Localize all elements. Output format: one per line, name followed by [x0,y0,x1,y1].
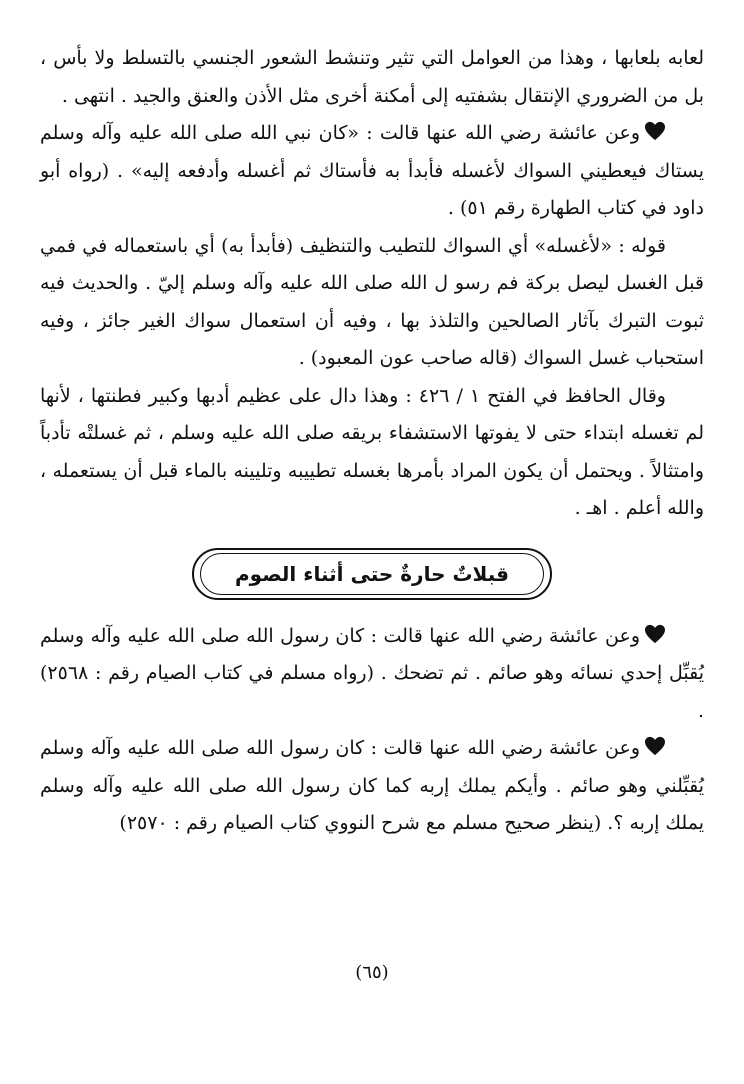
paragraph-hadith-siwak [40,115,704,228]
paragraph-hadith-kiss-1 [40,618,704,731]
paragraph-explanation: قوله : «لأغسله» أي السواك للتطيب والتنظيف (فأبدأ به) أي باستعماله في فمي قبل الغسل ليصل بركة فم رسو ل الله صلى الله عليه وآله وسلم إليّ . والحديث فيه ثبوت التبرك بآثار الصالحين والتلذذ بها ، وفيه أن استعمال سواك الغير جائز ، وفيه استحباب غسل السواك (قاله صاحب عون المعبود) . [40,234,704,369]
paragraph-text: وعن عائشة رضي الله عنها قالت : «كان نبي الله صلى الله عليه وآله وسلم يستاك فيعطيني السواك لأغسله فأبدأ به فأستاك ثم أغسله وأدفعه إليه» . (رواه أبو داود في كتاب الطهارة رقم ٥١) . [40,122,704,219]
paragraph-hafiz: وقال الحافظ في الفتح ١ / ٤٢٦ : وهذا دال على عظيم أدبها وكبير فطنتها ، لأنها لم تغسله ابتداء حتى لا يفوتها الاستشفاء بريقه صلى الله عليه وسلم ، ثم غسلتْه تأدباً وامتثالاً . ويحتمل أن يكون المراد بأمرها بغسله تطييبه وتليينه بالماء قبل أن يستعمله ، والله أعلم . اهـ . [40,384,704,519]
page-body [40,40,704,843]
paragraph-hadith-kiss-2 [40,730,704,843]
paragraph-text: وعن عائشة رضي الله عنها قالت : كان رسول الله صلى الله عليه وآله وسلم يُقبِّل إحدي نسائه وهو صائم . ثم تضحك . (رواه مسلم في كتاب الصيام رقم : ٢٥٦٨) . [40,624,704,722]
paragraph-intro: لعابه بلعابها ، وهذا من العوامل التي تثير وتنشط الشعور الجنسي بالتسلط ولا بأس ، بل من الضروري الإنتقال بشفتيه إلى أمكنة أخرى مثل الأذن والعنق والجيد . انتهى . [40,47,704,107]
heart-icon [644,624,666,644]
section-heading-frame [40,548,704,600]
heart-icon [644,736,666,756]
paragraph-text: وعن عائشة رضي الله عنها قالت : كان رسول الله صلى الله عليه وآله وسلم يُقبِّلني وهو صائم . وأيكم يملك إربه كما كان رسول الله صلى الله عليه وآله وسلم يملك إربه ؟. (ينظر صحيح مسلم مع شرح النووي كتاب الصيام رقم : ٢٥٧٠) [40,737,704,834]
heart-icon [644,121,666,141]
page-number: (٦٥) [355,962,389,983]
section-heading: قبلاتٌ حارةٌ حتى أثناء الصوم [200,553,544,595]
